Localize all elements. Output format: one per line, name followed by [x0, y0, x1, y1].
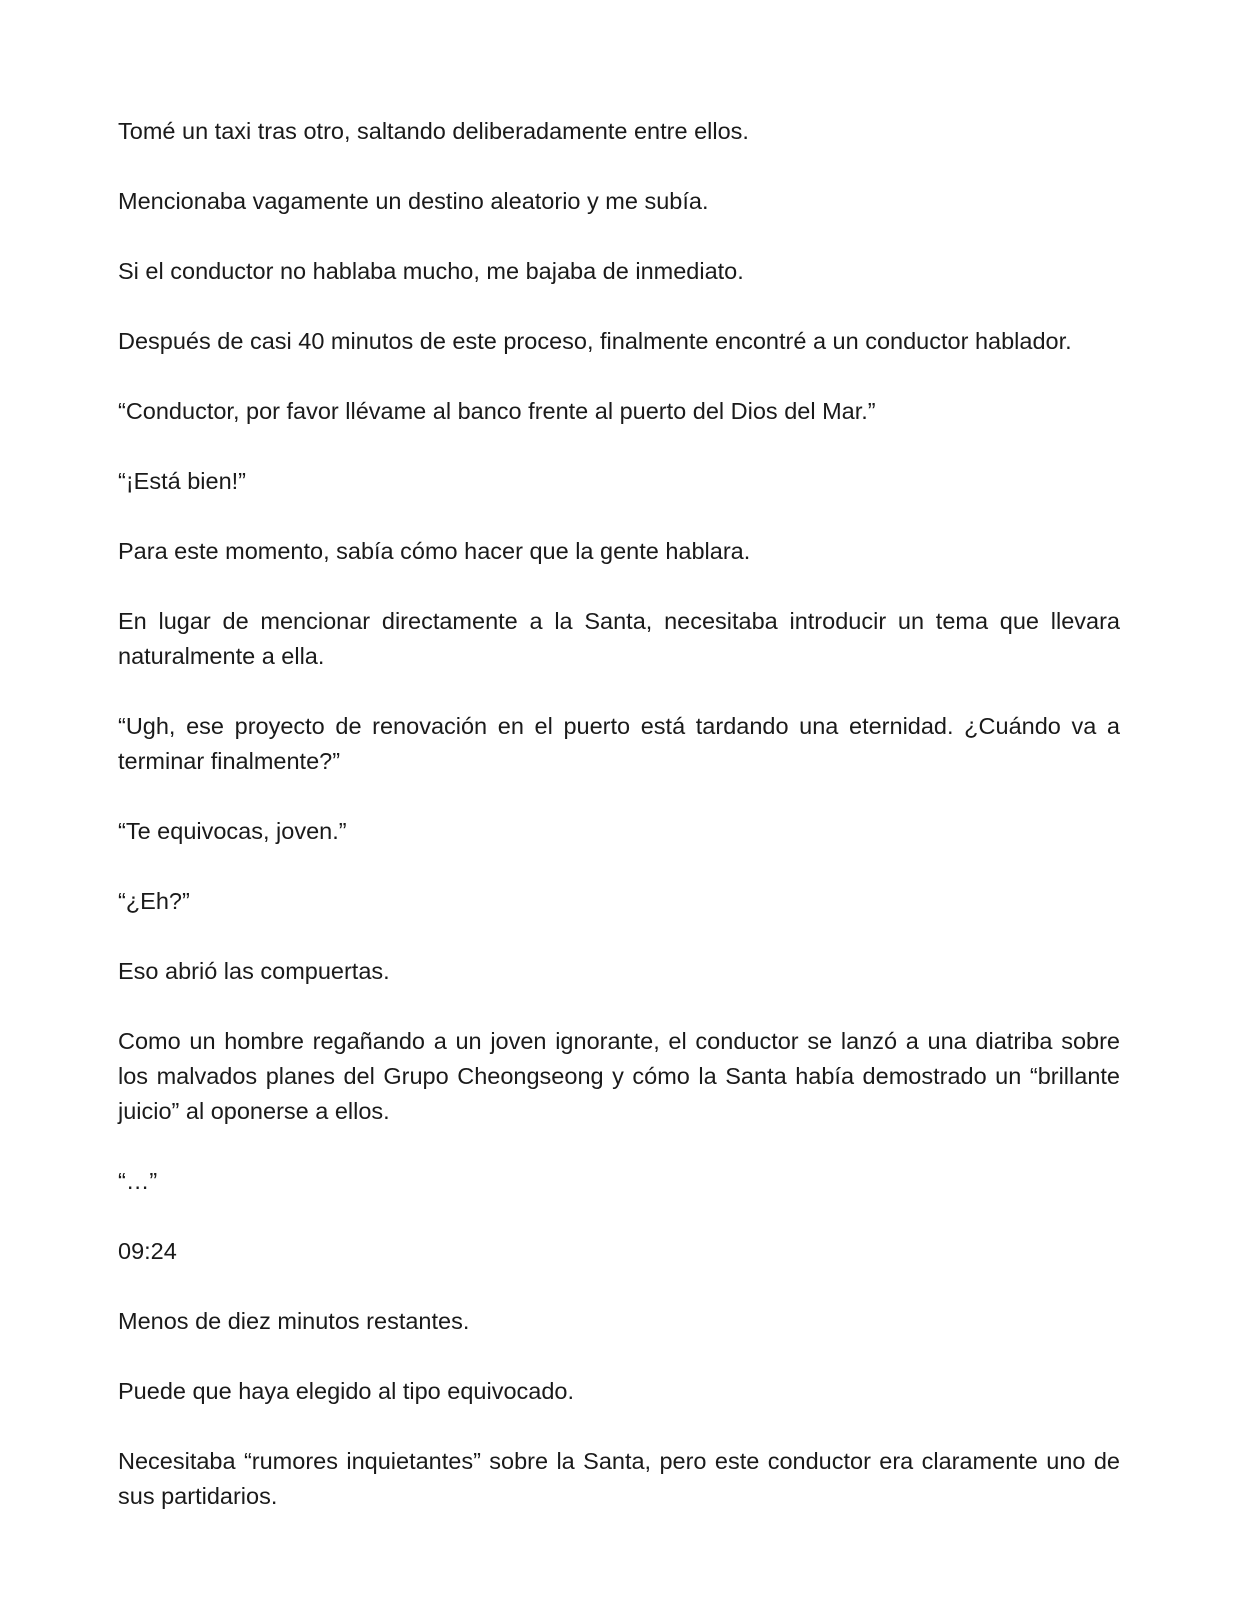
dialogue-line: “…” — [118, 1168, 158, 1194]
dialogue-line: “¿Eh?” — [118, 888, 190, 914]
dialogue-line: “¡Está bien!” — [118, 468, 246, 494]
paragraph: Como un hombre regañando a un joven ignorante, el conductor se lanzó a una diatriba sobre los malvados planes del Grupo Cheongseong y cómo la Santa había demostrado un “brillante juicio” al oponerse a ellos. — [118, 1028, 1120, 1124]
paragraph: Para este momento, sabía cómo hacer que la gente hablara. — [118, 538, 751, 564]
paragraph: Puede que haya elegido al tipo equivocado. — [118, 1378, 575, 1404]
dialogue-line: “Conductor, por favor llévame al banco frente al puerto del Dios del Mar.” — [118, 398, 876, 424]
paragraph: Tomé un taxi tras otro, saltando deliberadamente entre ellos. — [118, 118, 749, 144]
paragraph: Mencionaba vagamente un destino aleatorio y me subía. — [118, 188, 709, 214]
paragraph: Si el conductor no hablaba mucho, me bajaba de inmediato. — [118, 258, 744, 284]
document-page — [118, 114, 1120, 1549]
dialogue-line: “Te equivocas, joven.” — [118, 818, 347, 844]
paragraph: Menos de diez minutos restantes. — [118, 1308, 470, 1334]
paragraph: En lugar de mencionar directamente a la Santa, necesitaba introducir un tema que llevara naturalmente a ella. — [118, 608, 1120, 669]
dialogue-line: “Ugh, ese proyecto de renovación en el puerto está tardando una eternidad. ¿Cuándo va a terminar finalmente?” — [118, 713, 1120, 774]
paragraph: Eso abrió las compuertas. — [118, 958, 390, 984]
time-stamp: 09:24 — [118, 1238, 177, 1264]
paragraph: Después de casi 40 minutos de este proceso, finalmente encontré a un conductor hablador. — [118, 328, 1072, 354]
paragraph: Necesitaba “rumores inquietantes” sobre la Santa, pero este conductor era claramente uno de sus partidarios. — [118, 1448, 1120, 1509]
